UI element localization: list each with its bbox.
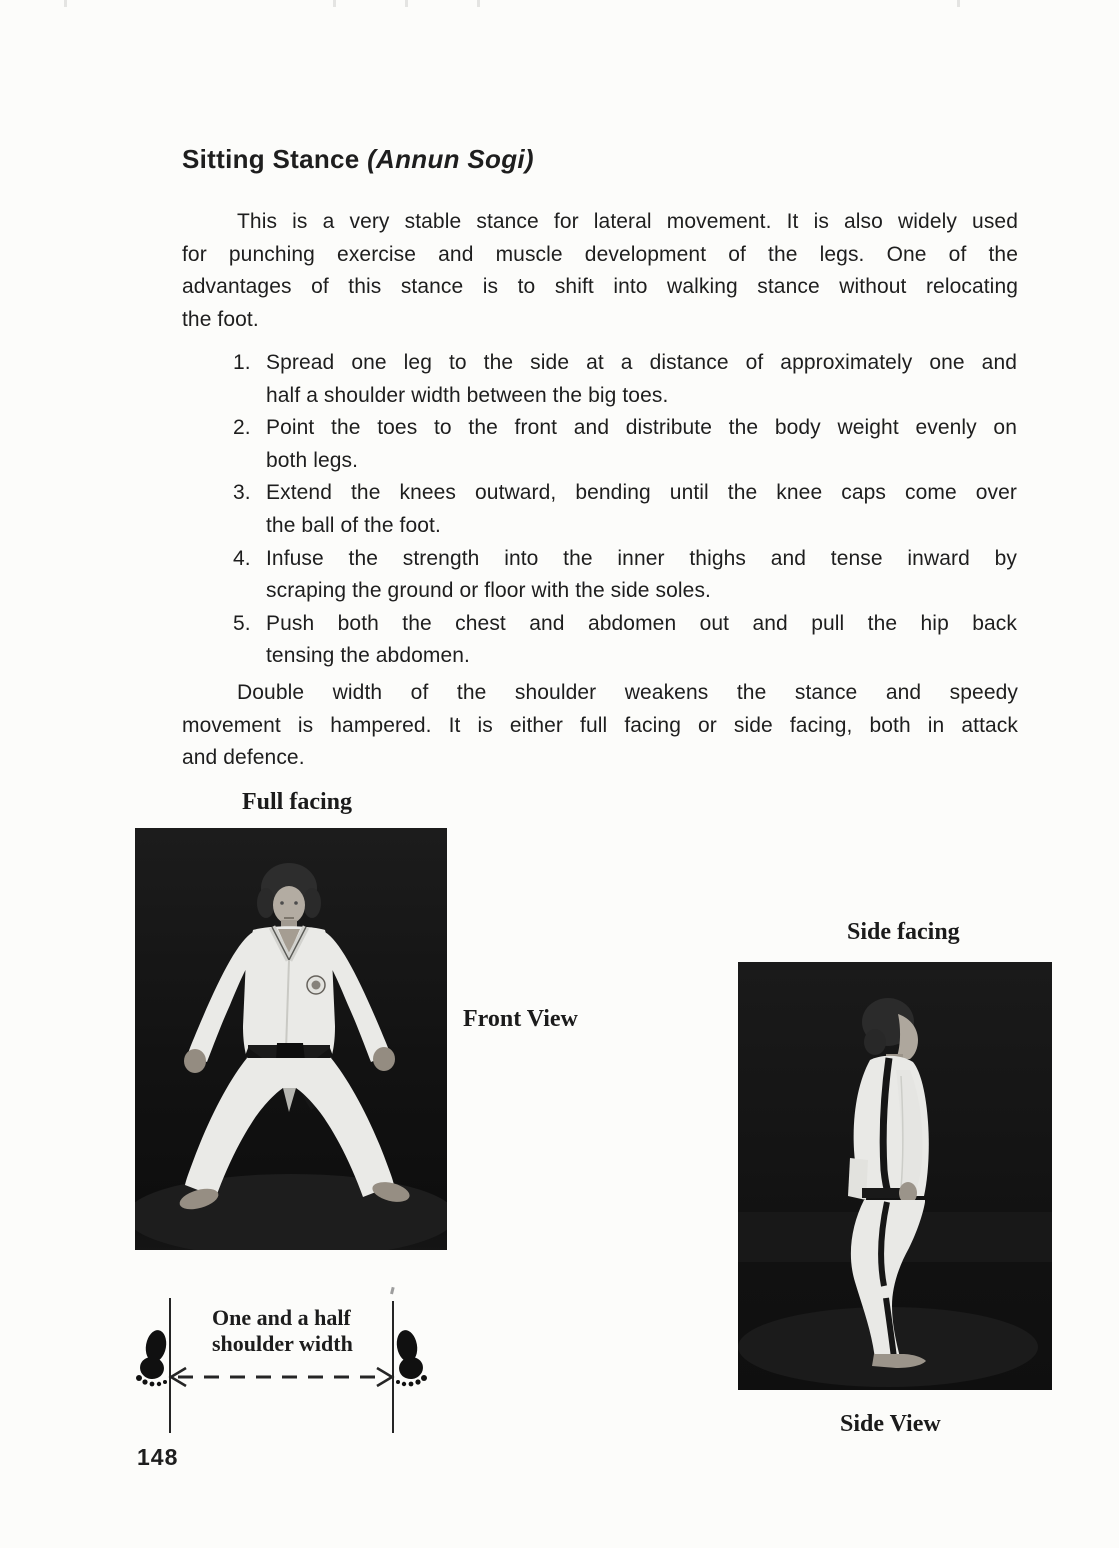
width-arrow [171, 1368, 392, 1386]
caption-full-facing: Full facing [242, 789, 353, 815]
paragraph-line: movement is hampered. It is either full facing or side facing, both in attack [182, 713, 1018, 737]
caption-front-view: Front View [463, 1006, 578, 1032]
step-item-2 [233, 412, 1017, 477]
step-line: half a shoulder width between the big toes. [266, 383, 669, 407]
scan-tick [957, 0, 960, 7]
step-list [233, 347, 1017, 673]
caption-side-view: Side View [840, 1411, 941, 1437]
step-line: Spread one leg to the side at a distance of approximately one and [266, 351, 1017, 374]
step-item-5 [233, 608, 1017, 673]
page-title-korean-name: (Annun Sogi) [367, 144, 534, 174]
step-item-4 [233, 543, 1017, 608]
paragraph-line: and defence. [182, 746, 305, 769]
diagram-label-line: One and a half [212, 1305, 351, 1330]
step-line: the ball of the foot. [266, 513, 441, 537]
step-line: Point the toes to the front and distribute the body weight evenly on [266, 416, 1017, 440]
step-item-1 [233, 347, 1017, 412]
scan-tick [64, 0, 67, 7]
step-line: Infuse the strength into the inner thighs and tense inward by [266, 546, 1017, 570]
step-number: 5. [233, 611, 251, 635]
page-title [182, 144, 534, 175]
scan-tick [477, 0, 480, 7]
step-line: Push both the chest and abdomen out and pull the hip back [266, 611, 1017, 635]
left-footprint-icon [136, 1329, 169, 1387]
side-view-photo-figure [738, 962, 1052, 1390]
step-number: 4. [233, 546, 251, 570]
front-view-photo [135, 828, 447, 1250]
step-number: 2. [233, 416, 251, 440]
right-footprint-icon [394, 1329, 427, 1387]
step-line: scraping the ground or floor with the side soles. [266, 579, 711, 603]
scan-tick [405, 0, 408, 7]
step-line: tensing the abdomen. [266, 644, 470, 668]
paragraph-line: for punching exercise and muscle development of the legs. One of the [182, 242, 1018, 266]
step-item-3 [233, 477, 1017, 542]
paragraph-line: the foot. [182, 307, 259, 331]
page-title-main: Sitting Stance [182, 144, 360, 174]
paragraph-line: advantages of this stance is to shift into walking stance without relocating [182, 275, 1018, 298]
paragraph-line: This is a very stable stance for lateral movement. It is also widely used [237, 210, 1018, 233]
paragraph-line: Double width of the shoulder weakens the stance and speedy [237, 681, 1018, 704]
step-line: both legs. [266, 448, 359, 472]
caption-side-facing: Side facing [847, 919, 960, 945]
diagram-label [212, 1305, 353, 1357]
page-number: 148 [137, 1444, 179, 1470]
step-line: Extend the knees outward, bending until the knee caps come over [266, 481, 1017, 505]
step-number: 3. [233, 481, 251, 505]
diagram-label-line: shoulder width [212, 1331, 353, 1356]
side-view-photo [738, 962, 1052, 1390]
front-view-photo-figure [135, 828, 447, 1250]
scan-tick [333, 0, 336, 7]
intro-paragraph [182, 206, 1018, 336]
closing-paragraph [182, 677, 1018, 775]
step-number: 1. [233, 351, 251, 374]
